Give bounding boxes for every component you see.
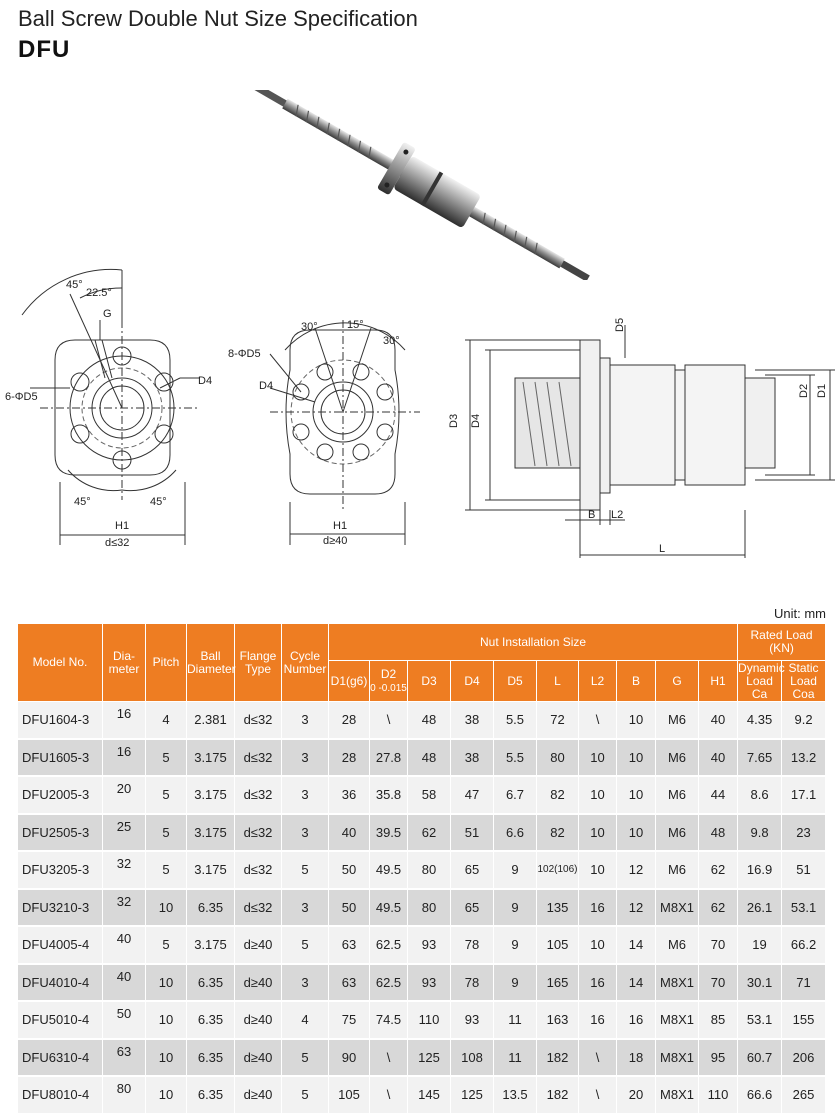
- table-cell: 16: [579, 964, 617, 1002]
- table-cell: 32: [103, 889, 146, 927]
- table-cell: 3: [282, 739, 329, 777]
- table-cell: 35.8: [370, 776, 408, 814]
- table-cell: DFU8010-4: [18, 1076, 103, 1114]
- table-cell: 66.6: [738, 1076, 782, 1114]
- table-cell: 93: [408, 964, 451, 1002]
- b-label: B: [588, 509, 596, 521]
- table-cell: \: [370, 1039, 408, 1077]
- holes-label: 6-ΦD5: [5, 391, 38, 403]
- table-cell: M6: [656, 702, 699, 739]
- table-row: [18, 1039, 826, 1077]
- table-cell: 63: [103, 1039, 146, 1077]
- table-row: [18, 926, 826, 964]
- header-pitch: Pitch: [146, 624, 187, 702]
- table-cell: 10: [617, 814, 656, 852]
- header-d1: D1(g6): [329, 661, 370, 702]
- table-cell: 14: [617, 964, 656, 1002]
- table-cell: 5.5: [494, 739, 537, 777]
- d2-label: D2: [798, 383, 810, 398]
- table-cell: M6: [656, 776, 699, 814]
- table-cell: 51: [782, 851, 826, 889]
- table-cell: 72: [537, 702, 579, 739]
- table-cell: 10: [579, 776, 617, 814]
- table-cell: 5.5: [494, 702, 537, 739]
- table-cell: 48: [699, 814, 738, 852]
- l-label: L: [659, 543, 666, 555]
- table-cell: 182: [537, 1076, 579, 1114]
- l2-label: L2: [611, 509, 624, 521]
- table-row: [18, 814, 826, 852]
- header-l: L: [537, 661, 579, 702]
- d1-label: D1: [816, 383, 828, 398]
- table-cell: 26.1: [738, 889, 782, 927]
- table-cell: M8X1: [656, 889, 699, 927]
- table-cell: M8X1: [656, 1076, 699, 1114]
- header-diameter: Dia- meter: [103, 624, 146, 702]
- table-cell: 10: [146, 964, 187, 1002]
- header-d2: D2 0 -0.015: [370, 661, 408, 702]
- table-cell: \: [370, 1076, 408, 1114]
- table-cell: 2.381: [187, 702, 235, 739]
- table-cell: 9.2: [782, 702, 826, 739]
- table-cell: 16: [579, 889, 617, 927]
- table-cell: 80: [408, 851, 451, 889]
- table-cell: 80: [103, 1076, 146, 1114]
- table-cell: d≤32: [235, 814, 282, 852]
- table-cell: 102(106): [537, 851, 579, 889]
- table-cell: 9: [494, 964, 537, 1002]
- table-cell: d≤32: [235, 889, 282, 927]
- table-cell: 105: [329, 1076, 370, 1114]
- h1-label: H1: [115, 520, 130, 532]
- table-cell: M6: [656, 926, 699, 964]
- table-cell: 36: [329, 776, 370, 814]
- h1-label: H1: [333, 520, 348, 532]
- table-cell: 13.2: [782, 739, 826, 777]
- table-cell: 4: [282, 1001, 329, 1039]
- table-cell: 60.7: [738, 1039, 782, 1077]
- table-cell: 78: [451, 926, 494, 964]
- table-cell: 3.175: [187, 814, 235, 852]
- table-cell: 8.6: [738, 776, 782, 814]
- table-cell: 13.5: [494, 1076, 537, 1114]
- table-cell: 3: [282, 964, 329, 1002]
- table-row: [18, 964, 826, 1002]
- header-d3: D3: [408, 661, 451, 702]
- angle-label: 22.5°: [86, 287, 112, 299]
- table-cell: 7.65: [738, 739, 782, 777]
- flange-drawing-d32: [0, 260, 215, 550]
- angle-label: 45°: [150, 496, 167, 508]
- table-cell: 3: [282, 776, 329, 814]
- table-cell: 165: [537, 964, 579, 1002]
- condition-label: d≤32: [105, 537, 130, 549]
- table-cell: 3.175: [187, 851, 235, 889]
- table-cell: d≥40: [235, 926, 282, 964]
- table-cell: 10: [146, 1001, 187, 1039]
- table-cell: 66.2: [782, 926, 826, 964]
- header-cycle-number: Cycle Number: [282, 624, 329, 702]
- table-cell: 80: [408, 889, 451, 927]
- table-cell: 40: [103, 964, 146, 1002]
- table-cell: 49.5: [370, 851, 408, 889]
- table-row: [18, 1001, 826, 1039]
- table-cell: 11: [494, 1001, 537, 1039]
- table-cell: 3.175: [187, 926, 235, 964]
- angle-label: 15°: [347, 319, 364, 331]
- table-cell: DFU4005-4: [18, 926, 103, 964]
- table-cell: 40: [329, 814, 370, 852]
- table-cell: 105: [537, 926, 579, 964]
- table-cell: 5: [146, 776, 187, 814]
- table-cell: 39.5: [370, 814, 408, 852]
- header-h1: H1: [699, 661, 738, 702]
- table-cell: 182: [537, 1039, 579, 1077]
- table-cell: 20: [617, 1076, 656, 1114]
- table-cell: 16: [617, 1001, 656, 1039]
- table-cell: 93: [408, 926, 451, 964]
- table-cell: 265: [782, 1076, 826, 1114]
- table-cell: \: [370, 702, 408, 739]
- header-l2: L2: [579, 661, 617, 702]
- table-cell: M8X1: [656, 964, 699, 1002]
- table-cell: 135: [537, 889, 579, 927]
- table-cell: 71: [782, 964, 826, 1002]
- table-cell: d≥40: [235, 1039, 282, 1077]
- table-cell: 163: [537, 1001, 579, 1039]
- table-cell: 70: [699, 964, 738, 1002]
- table-cell: M8X1: [656, 1001, 699, 1039]
- table-cell: 145: [408, 1076, 451, 1114]
- table-cell: 74.5: [370, 1001, 408, 1039]
- table-cell: M6: [656, 851, 699, 889]
- unit-label: Unit: mm: [774, 606, 826, 621]
- table-cell: 82: [537, 776, 579, 814]
- table-row: [18, 1076, 826, 1114]
- table-cell: 28: [329, 702, 370, 739]
- table-cell: 5: [282, 1076, 329, 1114]
- holes-label: 8-ΦD5: [228, 348, 261, 360]
- table-cell: 9.8: [738, 814, 782, 852]
- table-cell: d≤32: [235, 851, 282, 889]
- table-cell: 50: [103, 1001, 146, 1039]
- table-cell: d≥40: [235, 1076, 282, 1114]
- table-cell: 5: [282, 1039, 329, 1077]
- table-cell: 125: [408, 1039, 451, 1077]
- table-cell: 9: [494, 851, 537, 889]
- table-cell: M6: [656, 739, 699, 777]
- table-cell: 53.1: [738, 1001, 782, 1039]
- table-cell: DFU1604-3: [18, 702, 103, 739]
- table-cell: 40: [699, 702, 738, 739]
- header-flange-type: Flange Type: [235, 624, 282, 702]
- table-cell: 48: [408, 739, 451, 777]
- table-cell: 17.1: [782, 776, 826, 814]
- spec-table-body: [18, 702, 826, 1114]
- d3-label: D3: [448, 413, 460, 428]
- flange-drawing-d40: [215, 310, 430, 550]
- table-cell: 62: [699, 851, 738, 889]
- table-cell: DFU3205-3: [18, 851, 103, 889]
- table-cell: 19: [738, 926, 782, 964]
- table-cell: d≤32: [235, 702, 282, 739]
- table-cell: 27.8: [370, 739, 408, 777]
- table-cell: 16: [103, 702, 146, 739]
- table-cell: 10: [617, 776, 656, 814]
- table-cell: 44: [699, 776, 738, 814]
- table-cell: 16: [579, 1001, 617, 1039]
- table-cell: 10: [146, 1039, 187, 1077]
- table-cell: 53.1: [782, 889, 826, 927]
- table-cell: 4: [146, 702, 187, 739]
- table-cell: 3.175: [187, 739, 235, 777]
- table-cell: 9: [494, 926, 537, 964]
- table-cell: 3: [282, 702, 329, 739]
- table-cell: \: [579, 1039, 617, 1077]
- table-cell: 70: [699, 926, 738, 964]
- spec-table: [17, 623, 826, 1115]
- table-cell: 16: [103, 739, 146, 777]
- table-row: [18, 889, 826, 927]
- table-cell: 11: [494, 1039, 537, 1077]
- table-cell: M8X1: [656, 1039, 699, 1077]
- table-cell: 38: [451, 702, 494, 739]
- table-cell: 206: [782, 1039, 826, 1077]
- table-cell: 10: [146, 1076, 187, 1114]
- table-cell: \: [579, 702, 617, 739]
- table-cell: d≥40: [235, 964, 282, 1002]
- header-g: G: [656, 661, 699, 702]
- table-cell: DFU4010-4: [18, 964, 103, 1002]
- table-cell: 62: [408, 814, 451, 852]
- table-cell: 28: [329, 739, 370, 777]
- table-cell: 63: [329, 964, 370, 1002]
- table-cell: 9: [494, 889, 537, 927]
- table-cell: 10: [579, 926, 617, 964]
- table-cell: 80: [537, 739, 579, 777]
- table-cell: 65: [451, 889, 494, 927]
- table-cell: 93: [451, 1001, 494, 1039]
- table-cell: 16.9: [738, 851, 782, 889]
- header-d4: D4: [451, 661, 494, 702]
- table-cell: 25: [103, 814, 146, 852]
- table-cell: 6.7: [494, 776, 537, 814]
- header-dynamic-load: Dynamic Load Ca: [738, 660, 785, 701]
- table-cell: 5: [146, 739, 187, 777]
- table-cell: 110: [699, 1076, 738, 1114]
- header-rated-load: Rated Load (KN): [738, 624, 826, 661]
- d4-label: D4: [259, 380, 274, 392]
- table-row: [18, 739, 826, 777]
- table-cell: 108: [451, 1039, 494, 1077]
- angle-label: 30°: [383, 335, 400, 347]
- header-nut-installation: Nut Installation Size: [329, 624, 738, 661]
- table-cell: 5: [146, 814, 187, 852]
- d5-label: D5: [614, 317, 626, 332]
- table-cell: 85: [699, 1001, 738, 1039]
- table-cell: 110: [408, 1001, 451, 1039]
- table-cell: d≤32: [235, 739, 282, 777]
- table-cell: 50: [329, 889, 370, 927]
- table-cell: 3: [282, 814, 329, 852]
- table-cell: DFU6310-4: [18, 1039, 103, 1077]
- table-row: [18, 702, 826, 739]
- table-cell: 10: [579, 851, 617, 889]
- table-row: [18, 851, 826, 889]
- condition-label: d≥40: [323, 535, 348, 547]
- table-cell: 12: [617, 889, 656, 927]
- table-cell: 48: [408, 702, 451, 739]
- table-cell: 3.175: [187, 776, 235, 814]
- table-row: [18, 776, 826, 814]
- table-cell: \: [579, 1076, 617, 1114]
- table-cell: 90: [329, 1039, 370, 1077]
- header-d5: D5: [494, 661, 537, 702]
- table-cell: 51: [451, 814, 494, 852]
- table-cell: 40: [103, 926, 146, 964]
- table-cell: 6.35: [187, 1039, 235, 1077]
- header-model: Model No.: [18, 624, 103, 702]
- table-cell: 10: [146, 889, 187, 927]
- table-cell: 32: [103, 851, 146, 889]
- table-cell: 78: [451, 964, 494, 1002]
- table-cell: 50: [329, 851, 370, 889]
- d4-label: D4: [470, 413, 482, 428]
- table-cell: 6.35: [187, 889, 235, 927]
- table-cell: 38: [451, 739, 494, 777]
- table-cell: 125: [451, 1076, 494, 1114]
- table-cell: 63: [329, 926, 370, 964]
- table-cell: 6.35: [187, 1076, 235, 1114]
- table-cell: 12: [617, 851, 656, 889]
- angle-label: 45°: [66, 279, 83, 291]
- table-cell: 47: [451, 776, 494, 814]
- d4-label: D4: [198, 375, 213, 387]
- table-cell: 10: [617, 702, 656, 739]
- header-ball-diameter: Ball Diameter: [187, 624, 235, 702]
- table-cell: 14: [617, 926, 656, 964]
- table-cell: 95: [699, 1039, 738, 1077]
- page-subtitle: DFU: [18, 36, 71, 63]
- table-cell: 49.5: [370, 889, 408, 927]
- table-cell: 4.35: [738, 702, 782, 739]
- table-cell: 10: [579, 739, 617, 777]
- header-b: B: [617, 661, 656, 702]
- table-cell: 58: [408, 776, 451, 814]
- table-cell: 75: [329, 1001, 370, 1039]
- table-cell: 155: [782, 1001, 826, 1039]
- table-cell: 30.1: [738, 964, 782, 1002]
- table-cell: 82: [537, 814, 579, 852]
- table-cell: 65: [451, 851, 494, 889]
- nut-side-view-drawing: [435, 310, 840, 565]
- table-cell: DFU3210-3: [18, 889, 103, 927]
- table-cell: 5: [282, 851, 329, 889]
- angle-label: 30°: [301, 321, 318, 333]
- table-cell: 23: [782, 814, 826, 852]
- table-cell: 5: [282, 926, 329, 964]
- ball-screw-photo: [235, 90, 615, 280]
- table-cell: 20: [103, 776, 146, 814]
- table-cell: M6: [656, 814, 699, 852]
- table-cell: 62: [699, 889, 738, 927]
- table-cell: 5: [146, 926, 187, 964]
- table-cell: 6.35: [187, 1001, 235, 1039]
- table-cell: 62.5: [370, 964, 408, 1002]
- table-cell: DFU2005-3: [18, 776, 103, 814]
- page-title: Ball Screw Double Nut Size Specification: [18, 6, 418, 31]
- angle-label: 45°: [74, 496, 91, 508]
- table-cell: 62.5: [370, 926, 408, 964]
- table-cell: 6.6: [494, 814, 537, 852]
- header-static-load: Static Load Coa: [782, 661, 826, 702]
- table-cell: 6.35: [187, 964, 235, 1002]
- table-cell: DFU1605-3: [18, 739, 103, 777]
- table-cell: 3: [282, 889, 329, 927]
- g-label: G: [103, 308, 112, 320]
- table-cell: 10: [579, 814, 617, 852]
- table-cell: d≥40: [235, 1001, 282, 1039]
- table-cell: 40: [699, 739, 738, 777]
- table-cell: d≤32: [235, 776, 282, 814]
- table-cell: DFU5010-4: [18, 1001, 103, 1039]
- table-cell: 18: [617, 1039, 656, 1077]
- table-cell: DFU2505-3: [18, 814, 103, 852]
- table-cell: 10: [617, 739, 656, 777]
- table-cell: 5: [146, 851, 187, 889]
